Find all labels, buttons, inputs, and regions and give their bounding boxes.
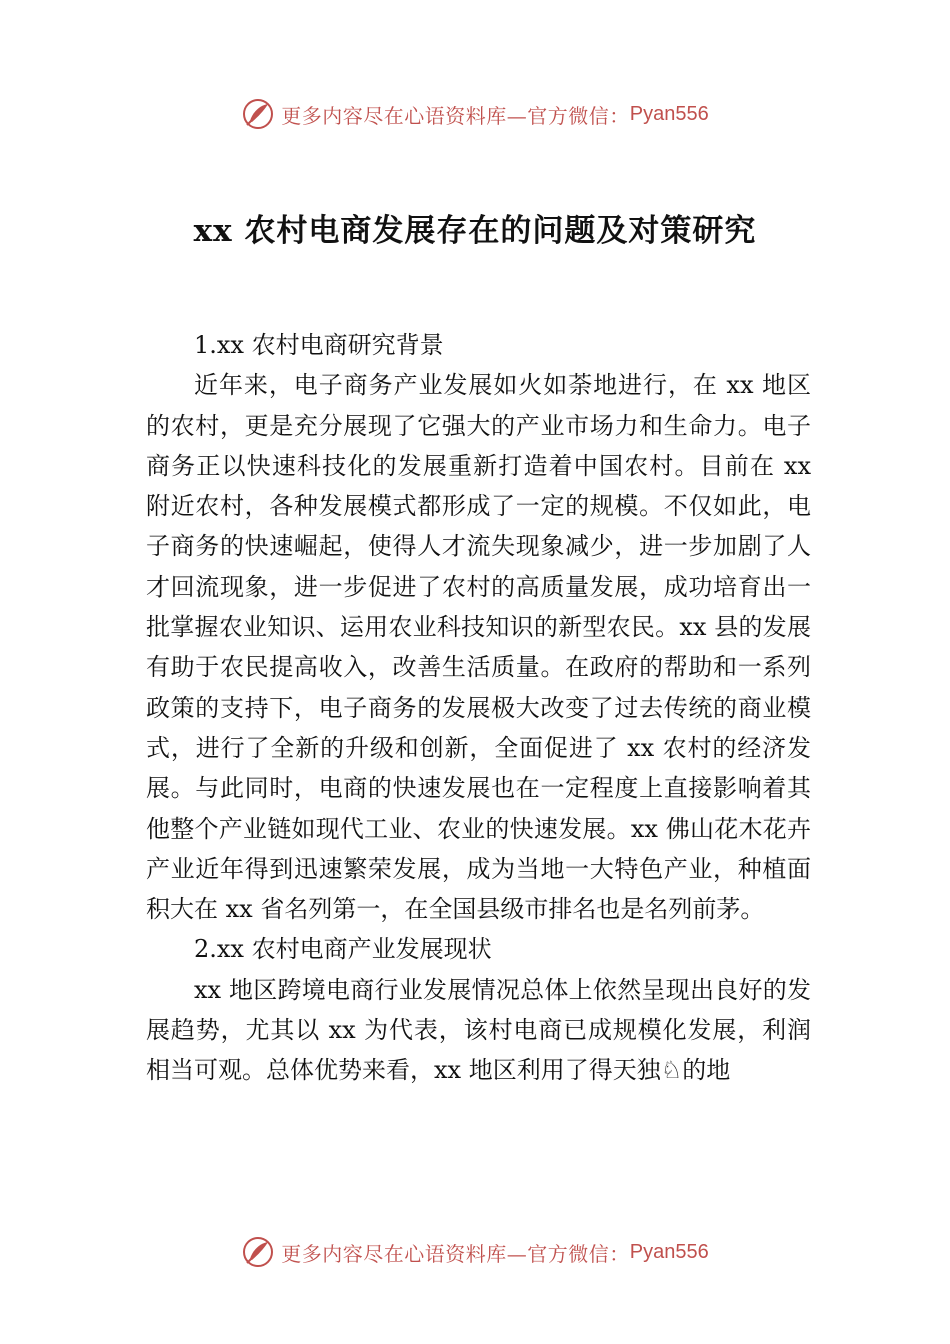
section-paragraph: xx 地区跨境电商行业发展情况总体上依然呈现出良好的发展趋势，尤其以 xx 为代表，该村电商已成规模化发展，利润相当可观。总体优势来看，xx 地区利用了得天独♘的地 — [146, 975, 811, 1085]
document-body — [146, 325, 811, 1091]
logo-icon — [241, 1235, 275, 1269]
wechat-id: Pyan556 — [629, 1240, 709, 1263]
logo-icon — [241, 97, 275, 131]
banner-text: 更多内容尽在心语资料库—官方微信： — [281, 103, 630, 128]
section-heading: 1.xx 农村电商研究背景 — [194, 331, 444, 359]
page-title: xx 农村电商发展存在的问题及对策研究 — [193, 213, 757, 249]
section-heading: 2.xx 农村电商产业发展现状 — [194, 935, 492, 964]
wechat-id: Pyan556 — [629, 102, 709, 125]
section-paragraph: 近年来，电子商务产业发展如火如荼地进行，在 xx 地区的农村，更是充分展现了它强大的产业市场力和生命力。电子商务正以快速科技化的发展重新打造着中国农村。目前在 xx 附近农村，各种发展模式都形成了一定的规模。不仅如此，电子商务的快速崛起，使得人才流失现象减少，进一步加剧了人才回流现象，进一步促进了农村的高质量发展，成功培育出一批掌握农业知识、运用农业科技知识的新型农民。xx 县的发展有助于农民提高收入，改善生活质量。在政府的帮助和一系列政策的支持下，电子商务的发展极大改变了过去传统的商业模式，进行了全新的升级和创新，全面促进了 xx 农村的经济发展。与此同时，电商的快速发展也在一定程度上直接影响着其他整个产业链如现代工业、农业的快速发展。xx 佛山花木花卉产业近年得到迅速繁荣发展，成为当地一大特色产业，种植面积大在 xx 省名列第一，在全国县级市排名也是名列前茅。 — [146, 371, 811, 924]
header-banner — [0, 94, 950, 134]
footer-banner — [0, 1232, 950, 1272]
banner-text: 更多内容尽在心语资料库—官方微信： — [281, 1241, 630, 1266]
